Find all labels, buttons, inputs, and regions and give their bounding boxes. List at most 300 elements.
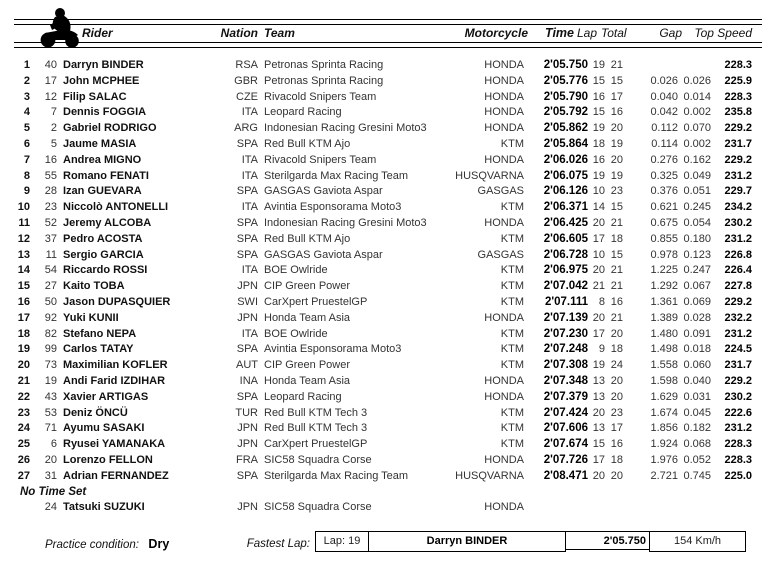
cell-rider-name: Xavier ARTIGAS: [63, 390, 149, 403]
cell-nation: INA: [239, 374, 258, 387]
cell-team: CIP Green Power: [264, 359, 351, 372]
cell-gap-to-first: 0.040: [650, 90, 678, 103]
table-row: [0, 153, 775, 169]
cell-total-laps: 23: [610, 185, 623, 198]
cell-top-speed: 226.4: [724, 264, 752, 277]
header-rule-bottom-2: [14, 47, 762, 48]
cell-top-speed: 227.8: [724, 280, 752, 293]
cell-lap: 17: [592, 327, 605, 340]
cell-time: [524, 500, 588, 516]
cell-top-speed: 235.8: [724, 106, 752, 119]
cell-gap-to-prev: 0.123: [683, 248, 711, 261]
cell-team: Red Bull KTM Ajo: [264, 232, 351, 245]
cell-gap-to-prev: 0.002: [683, 137, 711, 150]
no-time-set-label: No Time Set: [20, 485, 87, 498]
cell-lap: 19: [592, 169, 605, 182]
cell-gap-to-first: 0.621: [650, 201, 678, 214]
cell-top-speed: [711, 500, 752, 516]
cell-lap: 10: [592, 248, 605, 261]
cell-motorcycle: KTM: [500, 343, 524, 356]
cell-gap-to-prev: 0.049: [683, 169, 711, 182]
cell-lap: 8: [598, 295, 605, 308]
table-row: [0, 342, 775, 358]
cell-gap-to-prev: 0.068: [683, 438, 711, 451]
cell-motorcycle: HONDA: [484, 390, 524, 403]
table-row: [0, 437, 775, 453]
cell-gap-to-prev: 0.247: [683, 264, 711, 277]
cell-rider-number: 24: [44, 501, 57, 514]
table-row: [0, 358, 775, 374]
table-row: [0, 453, 775, 469]
cell-total-laps: 16: [610, 438, 623, 451]
cell-lap: 16: [592, 153, 605, 166]
table-row: [0, 279, 775, 295]
cell-rider-number: 37: [44, 232, 57, 245]
cell-time: 2'07.606: [543, 422, 588, 435]
cell-time: 2'07.111: [544, 295, 588, 308]
cell-nation: GBR: [234, 74, 258, 87]
cell-gap-to-first: 0.978: [650, 248, 678, 261]
table-row: [0, 295, 775, 311]
cell-total-laps: 24: [610, 359, 623, 372]
table-row: [0, 58, 775, 74]
cell-motorcycle: HONDA: [484, 216, 524, 229]
cell-position: [0, 500, 30, 516]
header-rule-bottom-1: [14, 42, 762, 43]
cell-position: 21: [17, 374, 30, 387]
cell-lap: 20: [592, 264, 605, 277]
table-row: [0, 327, 775, 343]
cell-gap-to-first: 1.856: [650, 422, 678, 435]
no-time-set-rows: [0, 500, 775, 516]
cell-gap-to-prev: 0.091: [683, 327, 711, 340]
cell-lap: 13: [592, 390, 605, 403]
cell-total-laps: 21: [610, 311, 623, 324]
cell-gap-to-prev: 0.045: [683, 406, 711, 419]
cell-team: CarXpert PruestelGP: [264, 438, 368, 451]
cell-nation: FRA: [236, 453, 258, 466]
cell-position: 16: [17, 295, 30, 308]
cell-rider-number: 6: [50, 438, 57, 451]
cell-position: 6: [23, 137, 30, 150]
cell-total-laps: 17: [610, 90, 623, 103]
cell-motorcycle: HONDA: [484, 153, 524, 166]
cell-gap-to-first: 1.389: [650, 311, 678, 324]
cell-gap-to-first: 0.026: [650, 74, 678, 87]
cell-top-speed: 230.2: [724, 390, 752, 403]
cell-top-speed: 230.2: [724, 216, 752, 229]
cell-total-laps: 21: [610, 216, 623, 229]
cell-motorcycle: HONDA: [484, 374, 524, 387]
cell-lap: 15: [592, 74, 605, 87]
cell-rider-number: 23: [44, 201, 57, 214]
cell-time: 2'05.776: [543, 74, 588, 87]
cell-nation: JPN: [237, 422, 258, 435]
cell-top-speed: 228.3: [724, 453, 752, 466]
cell-lap: 14: [592, 201, 605, 214]
cell-team: Honda Team Asia: [264, 311, 351, 324]
cell-total-laps: 20: [610, 469, 623, 482]
cell-time: 2'05.750: [543, 59, 588, 71]
cell-motorcycle: HONDA: [484, 106, 524, 119]
column-header-nation: Nation: [220, 26, 258, 40]
cell-team: Honda Team Asia: [264, 374, 351, 387]
header-rule-top-1: [14, 19, 762, 20]
cell-position: 20: [17, 359, 30, 372]
cell-gap-to-first: 0.112: [651, 122, 678, 135]
cell-gap-to-prev: 0.162: [683, 153, 711, 166]
cell-team: SIC58 Squadra Corse: [264, 453, 372, 466]
cell-rider-number: 53: [44, 406, 57, 419]
cell-gap-to-prev: 0.026: [683, 74, 711, 87]
cell-rider-name: Filip SALAC: [63, 90, 127, 103]
cell-time: 2'08.471: [543, 469, 588, 482]
cell-rider-name: Gabriel RODRIGO: [63, 122, 157, 135]
cell-rider-name: Pedro ACOSTA: [63, 232, 143, 245]
cell-time: 2'07.424: [543, 406, 588, 419]
column-header-lap: Lap: [577, 26, 598, 40]
cell-time: 2'06.425: [543, 216, 588, 229]
cell-nation: SPA: [236, 248, 258, 261]
table-row: [0, 248, 775, 264]
cell-nation: JPN: [237, 311, 258, 324]
cell-gap-to-prev: 0.051: [683, 185, 711, 198]
cell-lap: 19: [592, 59, 605, 71]
cell-position: 22: [17, 390, 30, 403]
cell-rider-name: Stefano NEPA: [63, 327, 137, 340]
practice-condition-label: Practice condition:: [45, 539, 139, 551]
cell-gap-to-first: 1.498: [650, 343, 678, 356]
cell-total-laps: 21: [610, 264, 623, 277]
cell-gap-to-first: 1.629: [650, 390, 678, 403]
cell-time: 2'06.371: [543, 201, 588, 214]
cell-nation: JPN: [237, 438, 258, 451]
cell-team: Petronas Sprinta Racing: [264, 59, 384, 71]
cell-nation: TUR: [235, 406, 258, 419]
cell-rider-name: Deniz ÖNCÜ: [63, 406, 128, 419]
fastest-lap-rider: Darryn BINDER: [368, 531, 566, 552]
cell-motorcycle: KTM: [500, 280, 524, 293]
cell-nation: CZE: [236, 90, 258, 103]
cell-time: 2'06.605: [543, 232, 588, 245]
cell-team: Avintia Esponsorama Moto3: [264, 343, 402, 356]
cell-total-laps: 20: [610, 327, 623, 340]
cell-position: 26: [17, 453, 30, 466]
table-row: [0, 121, 775, 137]
table-row: [0, 216, 775, 232]
cell-top-speed: 234.2: [724, 201, 752, 214]
cell-motorcycle: KTM: [500, 438, 524, 451]
cell-time: 2'07.308: [543, 359, 588, 372]
table-row: [0, 421, 775, 437]
table-row: [0, 406, 775, 422]
cell-gap-to-prev: 0.054: [683, 216, 711, 229]
cell-rider-name: Jason DUPASQUIER: [63, 295, 171, 308]
cell-team: BOE Owlride: [264, 264, 328, 277]
cell-lap: 15: [592, 106, 605, 119]
cell-motorcycle: KTM: [500, 406, 524, 419]
cell-rider-name: Ryusei YAMANAKA: [63, 438, 166, 451]
cell-top-speed: 231.2: [724, 422, 752, 435]
cell-lap: 20: [592, 406, 605, 419]
cell-rider-number: 16: [44, 153, 57, 166]
cell-total-laps: 15: [610, 201, 623, 214]
fastest-lap-number: Lap: 19: [315, 531, 369, 552]
cell-total-laps: 21: [610, 59, 623, 71]
cell-rider-number: 52: [44, 216, 57, 229]
cell-rider-name: Ayumu SASAKI: [63, 422, 145, 435]
cell-rider-number: 27: [44, 280, 57, 293]
cell-time: 2'07.042: [543, 280, 588, 293]
cell-top-speed: 231.7: [724, 137, 752, 150]
cell-position: 19: [17, 343, 30, 356]
cell-motorcycle: HONDA: [484, 90, 524, 103]
table-row: [0, 390, 775, 406]
table-row: [0, 500, 775, 516]
cell-motorcycle: HONDA: [484, 311, 524, 324]
cell-gap-to-prev: [678, 500, 711, 516]
cell-team: BOE Owlride: [264, 327, 328, 340]
fastest-lap-table: [315, 531, 746, 552]
cell-rider-number: 43: [44, 390, 57, 403]
cell-top-speed: 229.2: [724, 153, 752, 166]
cell-rider-number: 73: [44, 359, 57, 372]
cell-rider-number: 31: [44, 469, 57, 482]
column-header-rider: Rider: [82, 26, 113, 40]
cell-rider-name: Dennis FOGGIA: [63, 106, 147, 119]
cell-position: 15: [17, 280, 30, 293]
table-row: [0, 232, 775, 248]
cell-team: Red Bull KTM Tech 3: [264, 406, 368, 419]
cell-gap-to-prev: 0.245: [683, 201, 711, 214]
cell-time: 2'07.139: [543, 311, 588, 324]
cell-rider-number: 40: [44, 59, 57, 71]
cell-position: 8: [23, 169, 30, 182]
cell-team: Sterilgarda Max Racing Team: [264, 469, 409, 482]
cell-position: 1: [23, 59, 30, 71]
cell-team: GASGAS Gaviota Aspar: [264, 185, 383, 198]
cell-position: 13: [17, 248, 30, 261]
cell-position: 7: [23, 153, 30, 166]
cell-total-laps: 23: [610, 406, 623, 419]
cell-time: 2'05.864: [543, 137, 588, 150]
cell-nation: SPA: [236, 390, 258, 403]
cell-gap-to-first: 0.376: [650, 185, 678, 198]
cell-gap-to-prev: 0.002: [683, 106, 711, 119]
cell-motorcycle: HUSQVARNA: [455, 169, 524, 182]
cell-nation: ITA: [241, 264, 258, 277]
cell-motorcycle: KTM: [500, 422, 524, 435]
cell-rider-name: Riccardo ROSSI: [63, 264, 148, 277]
cell-lap: 21: [592, 280, 605, 293]
cell-gap-to-prev: 0.182: [683, 422, 711, 435]
cell-rider-name: Yuki KUNII: [63, 311, 119, 324]
cell-rider-name: Jaume MASIA: [63, 137, 137, 150]
cell-motorcycle: HONDA: [484, 74, 524, 87]
cell-position: 3: [23, 90, 30, 103]
cell-time: 2'07.248: [543, 343, 588, 356]
table-row: [0, 90, 775, 106]
fastest-lap-label: Fastest Lap:: [246, 538, 310, 550]
cell-time: 2'06.075: [543, 169, 588, 182]
cell-total-laps: 20: [610, 122, 623, 135]
cell-top-speed: 229.2: [724, 295, 752, 308]
cell-lap: 20: [592, 216, 605, 229]
cell-motorcycle: KTM: [500, 359, 524, 372]
cell-motorcycle: KTM: [500, 201, 524, 214]
motorcycle-rider-icon: [38, 7, 82, 49]
cell-lap: 15: [592, 438, 605, 451]
cell-rider-name: Tatsuki SUZUKI: [63, 501, 145, 514]
cell-top-speed: 231.2: [724, 169, 752, 182]
cell-position: 11: [18, 216, 30, 229]
table-row: [0, 105, 775, 121]
cell-position: 10: [17, 201, 30, 214]
cell-rider-name: Darryn BINDER: [63, 59, 144, 71]
cell-nation: SPA: [236, 185, 258, 198]
cell-team: Rivacold Snipers Team: [264, 90, 377, 103]
cell-rider-name: Andi Farid IZDIHAR: [63, 374, 166, 387]
column-header-time: Time: [545, 26, 574, 40]
cell-nation: ITA: [241, 169, 258, 182]
cell-top-speed: 231.2: [724, 327, 752, 340]
column-header-team: Team: [264, 26, 295, 40]
cell-team: SIC58 Squadra Corse: [264, 501, 372, 514]
cell-nation: SPA: [236, 137, 258, 150]
cell-nation: JPN: [237, 280, 258, 293]
cell-position: 4: [23, 106, 30, 119]
cell-top-speed: 225.0: [724, 469, 752, 482]
cell-motorcycle: HONDA: [484, 501, 524, 514]
cell-time: 2'06.126: [543, 185, 588, 198]
cell-rider-name: John MCPHEE: [63, 74, 140, 87]
cell-total-laps: 16: [610, 295, 623, 308]
cell-nation: SPA: [236, 469, 258, 482]
cell-gap-to-first: 1.361: [650, 295, 678, 308]
cell-time: 2'05.792: [543, 106, 588, 119]
cell-top-speed: 231.2: [724, 232, 752, 245]
practice-condition-value: Dry: [148, 537, 170, 551]
cell-nation: JPN: [237, 501, 258, 514]
cell-rider-name: Niccolò ANTONELLI: [63, 201, 169, 214]
cell-time: 2'05.862: [543, 122, 588, 135]
cell-gap-to-first: 1.225: [650, 264, 678, 277]
cell-motorcycle: HONDA: [484, 59, 524, 71]
cell-gap-to-prev: 0.067: [683, 280, 711, 293]
cell-rider-number: 55: [44, 169, 57, 182]
column-header-gap: Gap: [659, 26, 682, 40]
cell-team: Leopard Racing: [264, 106, 342, 119]
cell-time: 2'07.230: [543, 327, 588, 340]
cell-top-speed: 222.6: [724, 406, 752, 419]
cell-rider-number: 12: [44, 90, 57, 103]
cell-gap-to-prev: 0.014: [683, 90, 711, 103]
cell-rider-name: Izan GUEVARA: [63, 185, 142, 198]
cell-gap-to-first: 0.276: [650, 153, 678, 166]
cell-nation: ARG: [234, 122, 258, 135]
cell-total-laps: 18: [610, 232, 623, 245]
cell-team: GASGAS Gaviota Aspar: [264, 248, 383, 261]
cell-rider-name: Sergio GARCIA: [63, 248, 144, 261]
cell-position: 9: [23, 185, 30, 198]
cell-time: 2'07.348: [543, 374, 588, 387]
cell-top-speed: 228.3: [724, 438, 752, 451]
cell-time: 2'07.726: [543, 453, 588, 466]
results-rows: [0, 58, 775, 485]
table-row: [0, 469, 775, 485]
cell-total-laps: 20: [610, 374, 623, 387]
cell-nation: SPA: [236, 216, 258, 229]
cell-rider-number: 5: [50, 137, 57, 150]
table-row: [0, 200, 775, 216]
cell-motorcycle: GASGAS: [477, 248, 524, 261]
cell-top-speed: 231.7: [724, 359, 752, 372]
cell-team: Red Bull KTM Ajo: [264, 137, 351, 150]
cell-nation: SPA: [236, 232, 258, 245]
cell-total-laps: 18: [610, 343, 623, 356]
cell-rider-number: 17: [44, 74, 57, 87]
cell-gap-to-prev: 0.018: [683, 343, 711, 356]
table-row: [0, 169, 775, 185]
cell-gap-to-first: 1.674: [650, 406, 678, 419]
cell-time: 2'06.728: [543, 248, 588, 261]
cell-lap: 19: [592, 122, 605, 135]
cell-gap-to-prev: 0.069: [683, 295, 711, 308]
cell-position: 14: [17, 264, 30, 277]
cell-rider-number: 28: [44, 185, 57, 198]
cell-time: 2'06.975: [543, 264, 588, 277]
cell-total-laps: 18: [610, 453, 623, 466]
cell-rider-number: 20: [44, 453, 57, 466]
cell-rider-name: Romano FENATI: [63, 169, 149, 182]
cell-lap: 18: [592, 137, 605, 150]
cell-nation: SPA: [236, 343, 258, 356]
cell-gap-to-first: 1.976: [650, 453, 678, 466]
cell-rider-number: 2: [50, 122, 57, 135]
cell-time: 2'07.379: [543, 390, 588, 403]
table-row: [0, 184, 775, 200]
column-header-top-speed: Top Speed: [694, 26, 752, 40]
column-header-motorcycle: Motorcycle: [464, 26, 528, 40]
cell-total-laps: 15: [610, 248, 623, 261]
cell-team: CIP Green Power: [264, 280, 351, 293]
cell-top-speed: 229.2: [724, 374, 752, 387]
cell-total-laps: 15: [610, 74, 623, 87]
cell-team: Petronas Sprinta Racing: [264, 74, 384, 87]
cell-top-speed: 228.3: [724, 59, 752, 71]
cell-total-laps: 21: [610, 280, 623, 293]
cell-gap-to-first: 0.325: [650, 169, 678, 182]
table-row: [0, 137, 775, 153]
cell-position: 17: [17, 311, 30, 324]
cell-gap-to-prev: [678, 58, 711, 74]
table-row: [0, 374, 775, 390]
cell-time: 2'05.790: [543, 90, 588, 103]
cell-position: 25: [17, 438, 30, 451]
fastest-lap-speed: 154 Km/h: [649, 531, 746, 552]
results-table: [0, 58, 775, 516]
cell-gap-to-first: 0.042: [650, 106, 678, 119]
cell-total-laps: [605, 500, 623, 516]
cell-lap: 20: [592, 311, 605, 324]
cell-gap-to-first: [623, 500, 678, 516]
cell-lap: 10: [592, 185, 605, 198]
cell-top-speed: 229.7: [724, 185, 752, 198]
cell-total-laps: 20: [610, 390, 623, 403]
cell-nation: ITA: [241, 201, 258, 214]
cell-gap-to-prev: 0.031: [683, 390, 711, 403]
cell-rider-number: 19: [44, 374, 57, 387]
